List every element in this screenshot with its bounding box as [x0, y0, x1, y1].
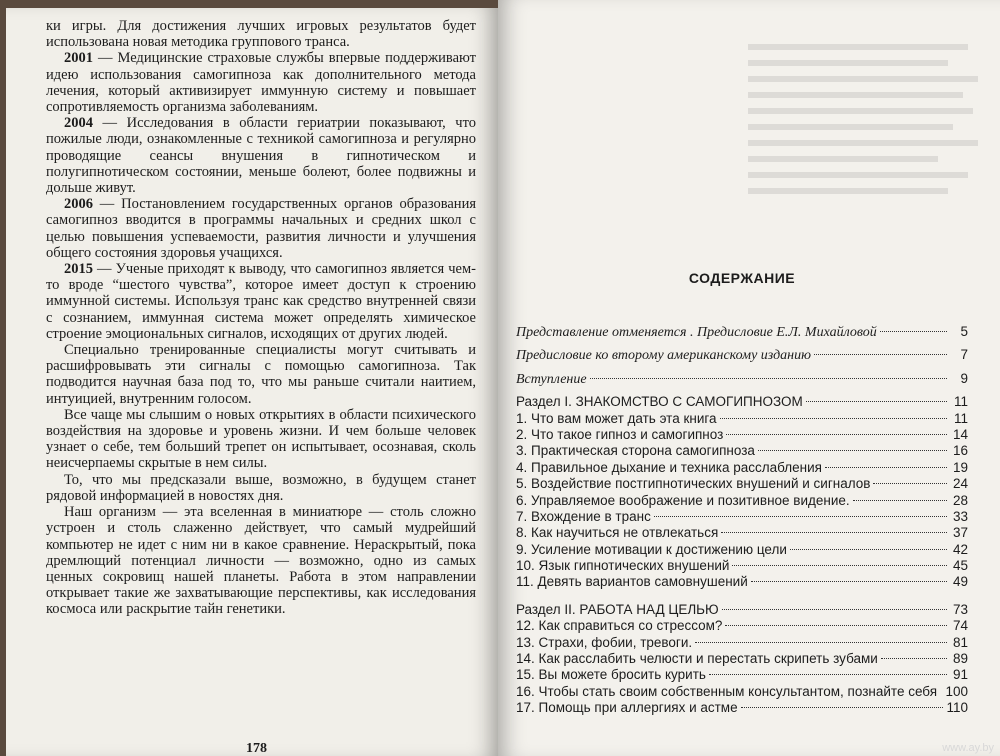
- leader-dots: [722, 609, 947, 610]
- leader-dots: [709, 674, 947, 675]
- toc-entry-page: 73: [952, 601, 968, 617]
- toc-entry-label: 14. Как расслабить челюсти и перестать скрипеть зубами: [516, 651, 878, 667]
- toc-entry: [516, 684, 968, 700]
- toc-entry-page: 24: [952, 476, 968, 492]
- paragraph: [46, 261, 476, 342]
- leader-dots: [741, 707, 944, 708]
- paragraph-text: Специально тренированные специалисты могут считывать и расшифровывать эти сигналы с помощью самогипноза. Так подводится научная база под то, что мы раньше считали наитием, интуицией, внутренним голосом.: [46, 342, 476, 407]
- paragraph: [46, 504, 476, 617]
- leader-dots: [751, 581, 947, 582]
- toc-entry-label: 5. Воздействие постгипнотических внушений и сигналов: [516, 476, 871, 492]
- paragraph: [46, 115, 476, 196]
- toc-entry-page: 28: [952, 492, 968, 508]
- leader-dots: [880, 331, 947, 332]
- toc-entry-label: 4. Правильное дыхание и техника расслабления: [516, 459, 822, 475]
- toc-entry: [516, 542, 968, 558]
- paragraph: [46, 18, 476, 50]
- toc-entry-page: 74: [952, 618, 968, 634]
- paragraph-text: — Ученые приходят к выводу, что самогипноз является чем-то вроде “шестого чувства”, которое имеет доступ к строению иммунной системы. Используя транс как средство внутренней связи с сознанием, иммунная система может определять химическое строение эмоциональных сигналов, исходящих от других людей.: [46, 261, 476, 342]
- toc-entry-page: 16: [952, 443, 968, 459]
- toc-entry-label: 6. Управляемое воображение и позитивное видение.: [516, 492, 850, 508]
- toc-entry: [516, 324, 968, 340]
- toc-entry: [516, 394, 968, 410]
- toc-entry-label: 9. Усиление мотивации к достижению цели: [516, 541, 787, 557]
- toc-entry-label: 8. Как научиться не отвлекаться: [516, 525, 719, 541]
- toc-entry-page: 33: [952, 508, 968, 524]
- body-text: [46, 18, 476, 618]
- leader-dots: [725, 625, 947, 626]
- toc-entry-label: Раздел I. ЗНАКОМСТВО С САМОГИПНОЗОМ: [516, 394, 803, 410]
- toc-entry: [516, 525, 968, 541]
- leader-dots: [732, 565, 947, 566]
- toc-entry-page: 110: [946, 700, 968, 716]
- toc-entry-page: 11: [953, 410, 968, 426]
- paragraph: [46, 407, 476, 472]
- right-page: [498, 0, 1000, 756]
- toc-entry-page: 5: [960, 324, 968, 339]
- paragraph: [46, 342, 476, 407]
- leader-dots: [873, 483, 947, 484]
- toc-entry: [516, 476, 968, 492]
- paragraph-text: То, что мы предсказали выше, возможно, в будущем станет рядовой информацией в новостях дня.: [46, 471, 476, 504]
- paragraph: [46, 196, 476, 261]
- leader-dots: [758, 450, 947, 451]
- toc-entry-label: 16. Чтобы стать своим собственным консультантом, познайте себя: [516, 683, 938, 699]
- toc-entry-page: 14: [952, 426, 968, 442]
- leader-dots: [806, 401, 947, 402]
- toc-entry: [516, 427, 968, 443]
- leader-dots: [720, 418, 948, 419]
- year-label: 2015: [64, 261, 93, 278]
- toc-entry-label: 15. Вы можете бросить курить: [516, 667, 706, 683]
- page-number: 178: [246, 741, 267, 756]
- year-label: 2001: [64, 50, 93, 67]
- leader-dots: [881, 658, 947, 659]
- toc-entry-page: 7: [960, 347, 968, 363]
- leader-dots: [726, 434, 947, 435]
- toc-entry-label: 7. Вхождение в транс: [516, 508, 651, 524]
- toc-entry: [516, 493, 968, 509]
- toc-title: СОДЕРЖАНИЕ: [688, 270, 796, 286]
- toc-entry-page: 91: [952, 667, 968, 683]
- paragraph: [46, 50, 476, 115]
- toc-entry-page: 45: [952, 558, 968, 574]
- toc-list: [516, 324, 968, 717]
- leader-dots: [814, 354, 947, 355]
- year-label: 2004: [64, 115, 93, 132]
- toc-entry-page: 19: [952, 459, 968, 475]
- leader-dots: [853, 500, 947, 501]
- toc-entry-label: 11. Девять вариантов самовнушений: [516, 574, 748, 590]
- paragraph-text: — Исследования в области гериатрии показывают, что пожилые люди, ознакомленные с техникой самогипноза и регулярно проводящие сеансы внушения в гипнотическом и полугипнотическом состоянии, меньше болеют, более подвижны и дольше живут.: [46, 115, 476, 197]
- toc-entry-label: 3. Практическая сторона самогипноза: [516, 443, 755, 459]
- toc-entry-label: 10. Язык гипнотических внушений: [516, 558, 730, 574]
- toc-entry-page: 11: [953, 394, 968, 410]
- toc-entry: [516, 602, 968, 618]
- paragraph-text: Все чаще мы слышим о новых открытиях в области психического воздействия на здоровье и уровень жизни. И чем больше человек узнает о себе, тем больший трепет он испытывает, осознавая, сколь неисчерпаемы скрытые в нем силы.: [46, 406, 476, 472]
- paragraph-text: — Постановлением государственных органов образования самогипноз вводится в программы начальных и средних школ с целью повышения успеваемости, развития личности и улучшения общего состояния здоровья учащихся.: [46, 196, 476, 261]
- toc-entry: [516, 574, 968, 590]
- toc-entry: [516, 635, 968, 651]
- leader-dots: [590, 378, 947, 379]
- leader-dots: [695, 642, 947, 643]
- leader-dots: [654, 516, 947, 517]
- toc-entry-label: Раздел II. РАБОТА НАД ЦЕЛЬЮ: [516, 601, 719, 617]
- toc-entry-page: 81: [952, 634, 968, 650]
- toc-entry-label: Предисловие ко второму американскому изданию: [516, 348, 811, 364]
- toc-entry-page: 37: [952, 525, 968, 541]
- toc-entry: [516, 347, 968, 363]
- toc-entry: [516, 443, 968, 459]
- toc-entry-label: 12. Как справиться со стрессом?: [516, 618, 723, 634]
- toc-entry: [516, 411, 968, 427]
- paragraph-text: ки игры. Для достижения лучших игровых результатов будет использована новая методика группового транса.: [46, 18, 476, 51]
- table-of-contents: [516, 270, 968, 717]
- paragraph-text: Наш организм — эта вселенная в миниатюре — столь сложно устроен и столь слаженно действует, что самый мудрейший компьютер не идет с ним ни в какое сравнение. Нераскрытый, пока дремлющий потенциал личности — возможно, одно из самых ценных сокровищ нашей планеты. Работа в этом направлении открывает такие же захватывающие перспективы, как исследования космоса или раскрытие тайн генетики.: [46, 504, 476, 618]
- toc-entry-label: 1. Что вам может дать эта книга: [516, 410, 717, 426]
- toc-entry: [516, 558, 968, 574]
- toc-entry: [516, 667, 968, 683]
- watermark: www.ay.by: [942, 742, 994, 754]
- toc-entry: [516, 700, 968, 716]
- toc-entry-page: 9: [960, 370, 968, 386]
- toc-entry-page: 89: [952, 651, 968, 667]
- leader-dots: [721, 532, 947, 533]
- toc-entry-page: 100: [945, 683, 968, 699]
- toc-entry-label: 2. Что такое гипноз и самогипноз: [516, 426, 724, 442]
- toc-entry: [516, 371, 968, 387]
- toc-entry-label: Представление отменяется . Предисловие Е.Л. Михайловой: [516, 325, 877, 340]
- leader-dots: [790, 549, 947, 550]
- toc-entry-label: 13. Страхи, фобии, тревоги.: [516, 634, 693, 650]
- toc-entry: [516, 651, 968, 667]
- toc-entry-label: 17. Помощь при аллергиях и астме: [516, 700, 738, 716]
- paragraph: [46, 472, 476, 504]
- left-page: [6, 8, 498, 756]
- leader-dots: [825, 467, 947, 468]
- year-label: 2006: [64, 196, 93, 213]
- toc-entry-page: 49: [952, 574, 968, 590]
- toc-entry: [516, 460, 968, 476]
- paragraph-text: — Медицинские страховые службы впервые поддерживают идею использования самогипноза как дополнительного метода лечения, который активизирует иммунную систему и повышает сопротивляемость организма заболеваниям.: [46, 50, 476, 116]
- toc-entry-page: 42: [952, 541, 968, 557]
- toc-entry: [516, 509, 968, 525]
- toc-entry-label: Вступление: [516, 371, 587, 387]
- toc-entry: [516, 618, 968, 634]
